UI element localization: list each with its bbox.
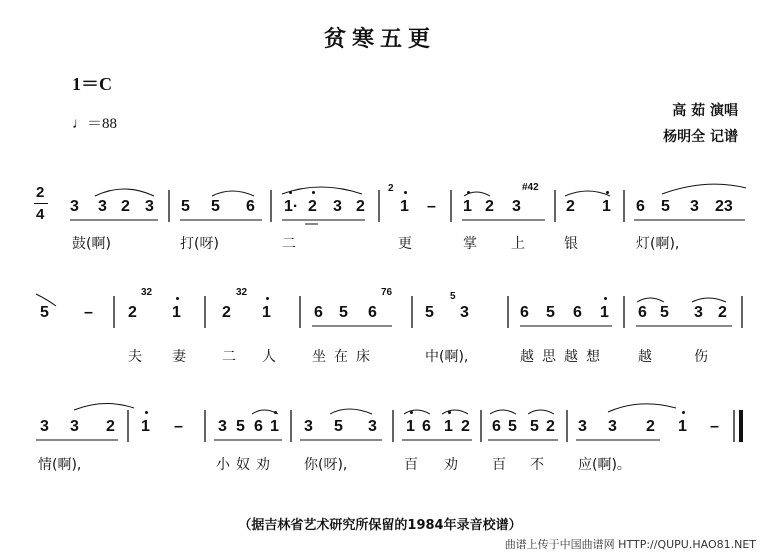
high-octave-dot: [682, 411, 685, 414]
note: 6: [520, 304, 529, 321]
grace-note: 5: [450, 291, 456, 302]
note: 5: [425, 304, 434, 321]
note: 5: [40, 304, 49, 321]
note: 2: [128, 304, 137, 321]
high-octave-dot: [410, 411, 413, 414]
high-octave-dot: [176, 297, 179, 300]
note: 1: [262, 304, 271, 321]
high-octave-dot: [606, 191, 609, 194]
high-octave-dot: [266, 297, 269, 300]
note: 2: [718, 304, 727, 321]
lyric: 掌: [463, 236, 477, 252]
high-octave-dot: [604, 297, 607, 300]
lyric: 打(呀): [180, 236, 219, 252]
grace-note: 32: [141, 287, 153, 298]
lyric: 二: [222, 349, 236, 365]
lyric: 劝: [444, 457, 458, 473]
slur: [637, 298, 664, 302]
note: 1: [444, 418, 453, 435]
lyric: 银: [564, 236, 578, 252]
note: 1: [400, 198, 409, 215]
note: 5: [211, 198, 220, 215]
note: 1·: [284, 198, 299, 215]
note: 3: [304, 418, 313, 435]
grace-note: #42: [522, 182, 539, 193]
lyric: 鼓(啊): [72, 236, 111, 252]
note: 5: [508, 418, 517, 435]
lyric: 上: [511, 236, 525, 252]
slur: [442, 410, 468, 414]
lyric: 越思越想: [520, 349, 608, 365]
lyric: 二: [282, 236, 296, 252]
note: 1: [172, 304, 181, 321]
key-signature: 1＝C: [72, 74, 112, 94]
note: 3: [40, 418, 49, 435]
lyric: 应(啊)。: [578, 457, 631, 473]
note: 2: [121, 198, 130, 215]
slur: [528, 410, 554, 414]
high-octave-dot: [404, 191, 407, 194]
note: 3: [368, 418, 377, 435]
note: 3: [145, 198, 154, 215]
dash: –: [710, 418, 719, 435]
time-signature-top: 2: [36, 184, 45, 201]
note: 5: [334, 418, 343, 435]
lyric: 伤: [694, 349, 708, 365]
slur: [565, 191, 610, 196]
dash: –: [174, 418, 183, 435]
note: 3: [333, 198, 342, 215]
note: 1: [406, 418, 415, 435]
note: 5: [546, 304, 555, 321]
high-octave-dot: [448, 411, 451, 414]
lyric: 百: [404, 457, 418, 473]
note: 2: [308, 198, 317, 215]
source-note: （据吉林省艺术研究所保留的1984年录音校谱）: [238, 518, 522, 533]
tempo-marking: ♩＝88: [72, 116, 118, 132]
note: 6: [638, 304, 647, 321]
note: 1: [602, 198, 611, 215]
note: 5: [339, 304, 348, 321]
note: 2: [106, 418, 115, 435]
lyric: 更: [398, 236, 412, 252]
note: 2: [356, 198, 365, 215]
lyric: 灯(啊),: [636, 236, 680, 252]
lyric: 不: [530, 457, 544, 473]
note: 3: [218, 418, 227, 435]
high-octave-dot: [289, 191, 292, 194]
note: 5: [530, 418, 539, 435]
note: 5: [181, 198, 190, 215]
note: 3: [98, 198, 107, 215]
lyric: 中(啊),: [425, 349, 469, 365]
dash: –: [84, 304, 93, 321]
note: 6: [636, 198, 645, 215]
note: 6: [573, 304, 582, 321]
note: 3: [694, 304, 703, 321]
note: 2: [222, 304, 231, 321]
dash: –: [427, 198, 436, 215]
slur: [212, 191, 254, 196]
slur: [282, 187, 362, 194]
high-octave-dot: [312, 191, 315, 194]
note: 1: [141, 418, 150, 435]
note: 3: [690, 198, 699, 215]
slur: [692, 298, 726, 302]
note: 2: [485, 198, 494, 215]
note: 6: [492, 418, 501, 435]
note: 1: [270, 418, 279, 435]
note: 6: [254, 418, 263, 435]
note: 6: [368, 304, 377, 321]
slur: [74, 403, 134, 410]
grace-note: 76: [381, 287, 393, 298]
high-octave-dot: [145, 411, 148, 414]
slur: [662, 184, 746, 194]
note: 2: [566, 198, 575, 215]
note: 6: [246, 198, 255, 215]
slur: [95, 189, 154, 196]
slur: [490, 410, 516, 414]
time-signature-bottom: 4: [36, 206, 45, 223]
high-octave-dot: [274, 411, 277, 414]
grace-note: 32: [236, 287, 248, 298]
singer-credit: 高 茹 演唱: [672, 103, 738, 119]
high-octave-dot: [467, 191, 470, 194]
lyric: 夫: [128, 349, 142, 365]
lyric: 百: [492, 457, 506, 473]
note: 5: [660, 304, 669, 321]
lyric: 人: [262, 349, 276, 365]
note: 2: [461, 418, 470, 435]
lyric: 小奴劝: [216, 457, 276, 473]
note: 5: [661, 198, 670, 215]
note: 3: [70, 198, 79, 215]
lyric: 你(呀),: [304, 457, 348, 473]
note: 3: [460, 304, 469, 321]
note: 3: [578, 418, 587, 435]
lyric: 越: [638, 349, 652, 365]
slur: [330, 409, 372, 414]
note: 3: [608, 418, 617, 435]
lyric: 妻: [172, 349, 186, 365]
lyric: 情(啊),: [38, 457, 82, 473]
watermark: 曲谱上传于中国曲谱网 HTTP://QUPU.HAO81.NET: [504, 538, 756, 551]
note: 3: [512, 198, 521, 215]
note: 3: [70, 418, 79, 435]
note: 1: [600, 304, 609, 321]
note: 2: [646, 418, 655, 435]
slur: [404, 410, 430, 414]
slur: [608, 404, 676, 412]
lyric: 坐在床: [312, 349, 378, 365]
notator-credit: 杨明全 记谱: [663, 129, 738, 145]
note: 6: [314, 304, 323, 321]
score-title: 贫寒五更: [323, 27, 436, 52]
note: 5: [236, 418, 245, 435]
note: 1: [463, 198, 472, 215]
note: 2: [546, 418, 555, 435]
note: 23: [715, 198, 733, 215]
note: 6: [422, 418, 431, 435]
note: 1: [678, 418, 687, 435]
grace-note: 2: [388, 183, 394, 194]
